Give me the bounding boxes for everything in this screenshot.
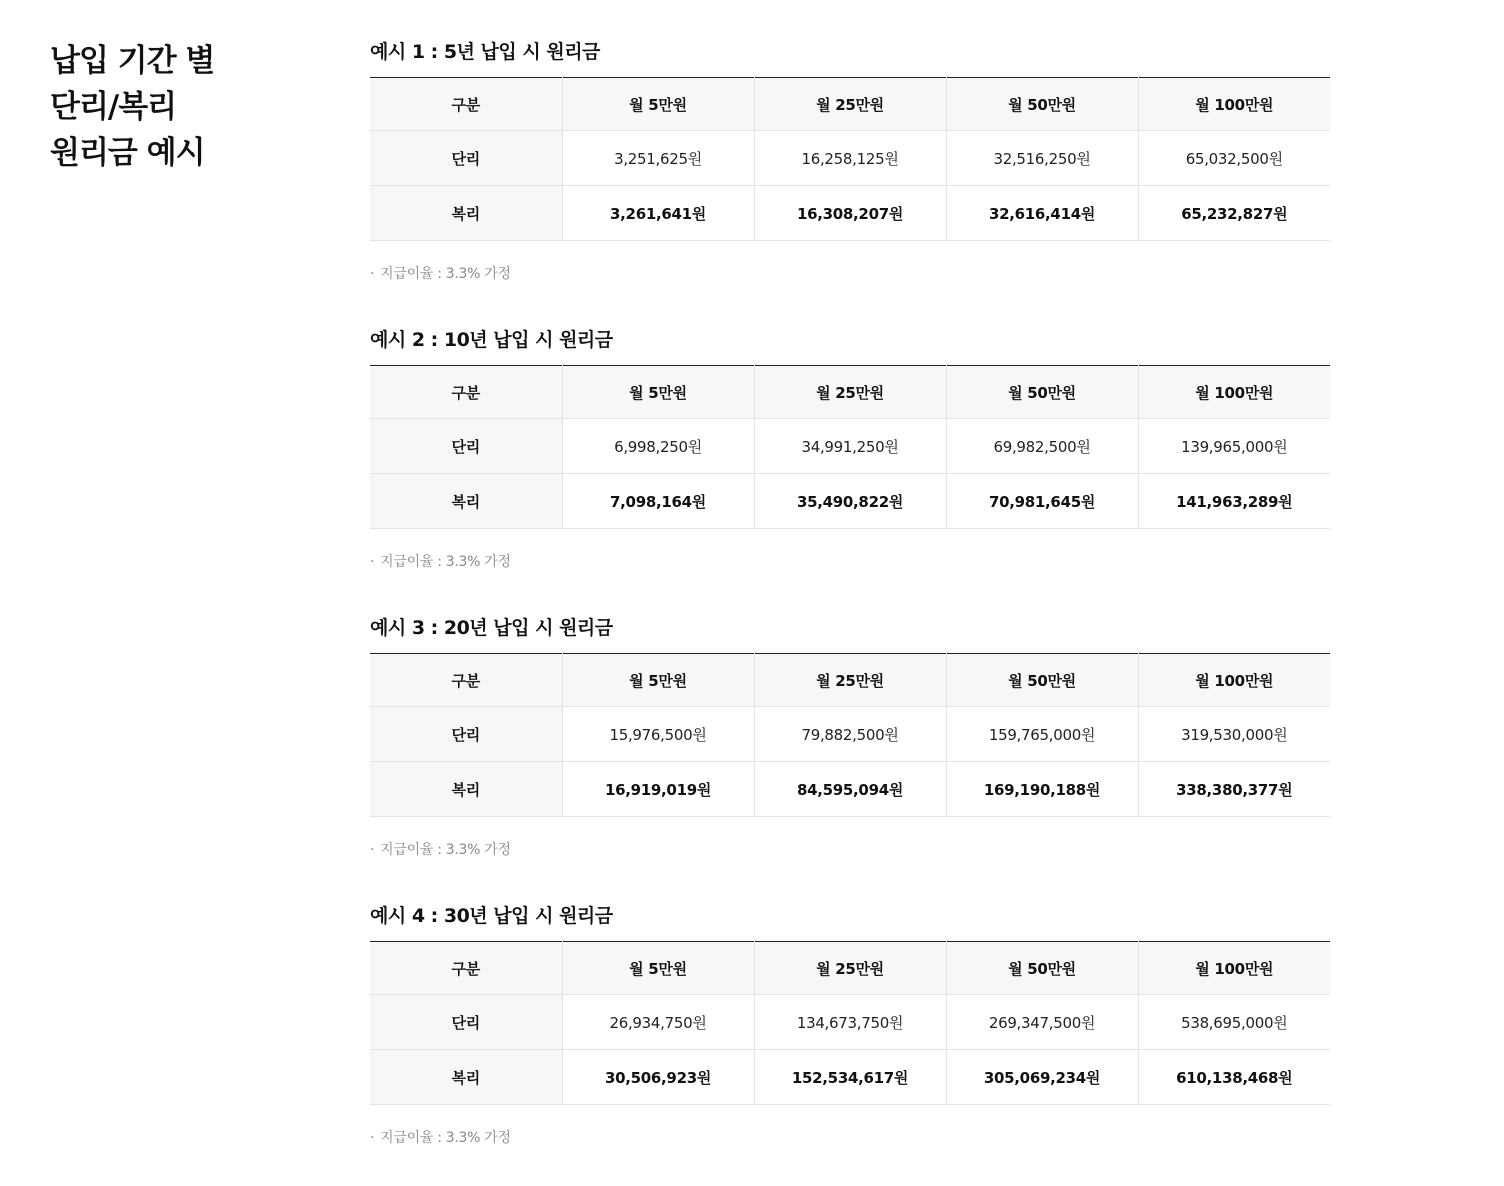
table-cell: 134,673,750원 [754,995,946,1050]
example-section [370,898,1330,1186]
interest-rate-note [370,817,1330,859]
column-header: 월 100만원 [1138,942,1330,995]
table-cell: 70,981,645원 [946,474,1138,529]
table-cell: 30,506,923원 [562,1050,754,1105]
note-text: 지급이율 : 3.3% 가정 [380,1130,511,1146]
page-title-line: 원리금 예시 [50,135,205,171]
column-header: 월 100만원 [1138,366,1330,419]
column-header: 월 5만원 [562,654,754,707]
column-header: 월 25만원 [754,942,946,995]
note-text: 지급이율 : 3.3% 가정 [380,266,511,282]
table-cell: 65,232,827원 [1138,186,1330,241]
table-cell: 169,190,188원 [946,762,1138,817]
column-header: 월 100만원 [1138,654,1330,707]
example-section [370,34,1330,322]
table-cell: 32,616,414원 [946,186,1138,241]
column-header: 월 5만원 [562,78,754,131]
row-label: 단리 [370,707,562,762]
page-title [50,38,214,176]
examples-container [370,34,1330,1186]
table-cell: 338,380,377원 [1138,762,1330,817]
row-label: 복리 [370,474,562,529]
table-cell: 3,261,641원 [562,186,754,241]
table-cell: 16,258,125원 [754,131,946,186]
row-label: 단리 [370,419,562,474]
column-header: 월 50만원 [946,78,1138,131]
table-cell: 159,765,000원 [946,707,1138,762]
bullet-dot-icon: · [370,266,375,282]
table-cell: 139,965,000원 [1138,419,1330,474]
column-header: 월 5만원 [562,366,754,419]
note-text: 지급이율 : 3.3% 가정 [380,842,511,858]
column-header: 월 25만원 [754,366,946,419]
table-cell: 538,695,000원 [1138,995,1330,1050]
interest-rate-note [370,1105,1330,1147]
column-header: 구분 [370,942,562,995]
table-cell: 84,595,094원 [754,762,946,817]
table-cell: 305,069,234원 [946,1050,1138,1105]
row-label: 단리 [370,995,562,1050]
table-cell: 32,516,250원 [946,131,1138,186]
table-row-compound [370,762,1330,817]
example-title: 예시 3 : 20년 납입 시 원리금 [370,617,613,639]
table-row-simple [370,995,1330,1050]
column-header: 구분 [370,366,562,419]
table-cell: 15,976,500원 [562,707,754,762]
table-cell: 26,934,750원 [562,995,754,1050]
table-cell: 269,347,500원 [946,995,1138,1050]
column-header: 구분 [370,654,562,707]
table-cell: 152,534,617원 [754,1050,946,1105]
column-header: 월 100만원 [1138,78,1330,131]
column-header: 구분 [370,78,562,131]
table-cell: 610,138,468원 [1138,1050,1330,1105]
table-cell: 79,882,500원 [754,707,946,762]
principal-interest-table [370,941,1330,1105]
example-section [370,610,1330,898]
principal-interest-table [370,77,1330,241]
table-header-row [370,366,1330,419]
table-cell: 16,919,019원 [562,762,754,817]
row-label: 복리 [370,1050,562,1105]
column-header: 월 25만원 [754,654,946,707]
table-header-row [370,942,1330,995]
example-title: 예시 1 : 5년 납입 시 원리금 [370,41,600,63]
principal-interest-table [370,653,1330,817]
column-header: 월 50만원 [946,942,1138,995]
table-row-compound [370,1050,1330,1105]
table-cell: 7,098,164원 [562,474,754,529]
table-cell: 34,991,250원 [754,419,946,474]
column-header: 월 50만원 [946,654,1138,707]
bullet-dot-icon: · [370,1130,375,1146]
table-row-compound [370,474,1330,529]
example-title: 예시 2 : 10년 납입 시 원리금 [370,329,613,351]
table-header-row [370,654,1330,707]
table-header-row [370,78,1330,131]
row-label: 단리 [370,131,562,186]
table-row-simple [370,131,1330,186]
column-header: 월 25만원 [754,78,946,131]
table-cell: 16,308,207원 [754,186,946,241]
column-header: 월 5만원 [562,942,754,995]
table-row-compound [370,186,1330,241]
principal-interest-table [370,365,1330,529]
table-cell: 65,032,500원 [1138,131,1330,186]
page-title-line: 단리/복리 [50,89,177,125]
column-header: 월 50만원 [946,366,1138,419]
bullet-dot-icon: · [370,842,375,858]
table-cell: 3,251,625원 [562,131,754,186]
interest-rate-note [370,529,1330,571]
example-section [370,322,1330,610]
table-cell: 141,963,289원 [1138,474,1330,529]
table-cell: 6,998,250원 [562,419,754,474]
table-cell: 69,982,500원 [946,419,1138,474]
note-text: 지급이율 : 3.3% 가정 [380,554,511,570]
table-cell: 35,490,822원 [754,474,946,529]
example-title: 예시 4 : 30년 납입 시 원리금 [370,905,613,927]
page-title-line: 납입 기간 별 [50,43,215,79]
interest-rate-note [370,241,1330,283]
table-cell: 319,530,000원 [1138,707,1330,762]
table-row-simple [370,419,1330,474]
bullet-dot-icon: · [370,554,375,570]
table-row-simple [370,707,1330,762]
row-label: 복리 [370,762,562,817]
row-label: 복리 [370,186,562,241]
